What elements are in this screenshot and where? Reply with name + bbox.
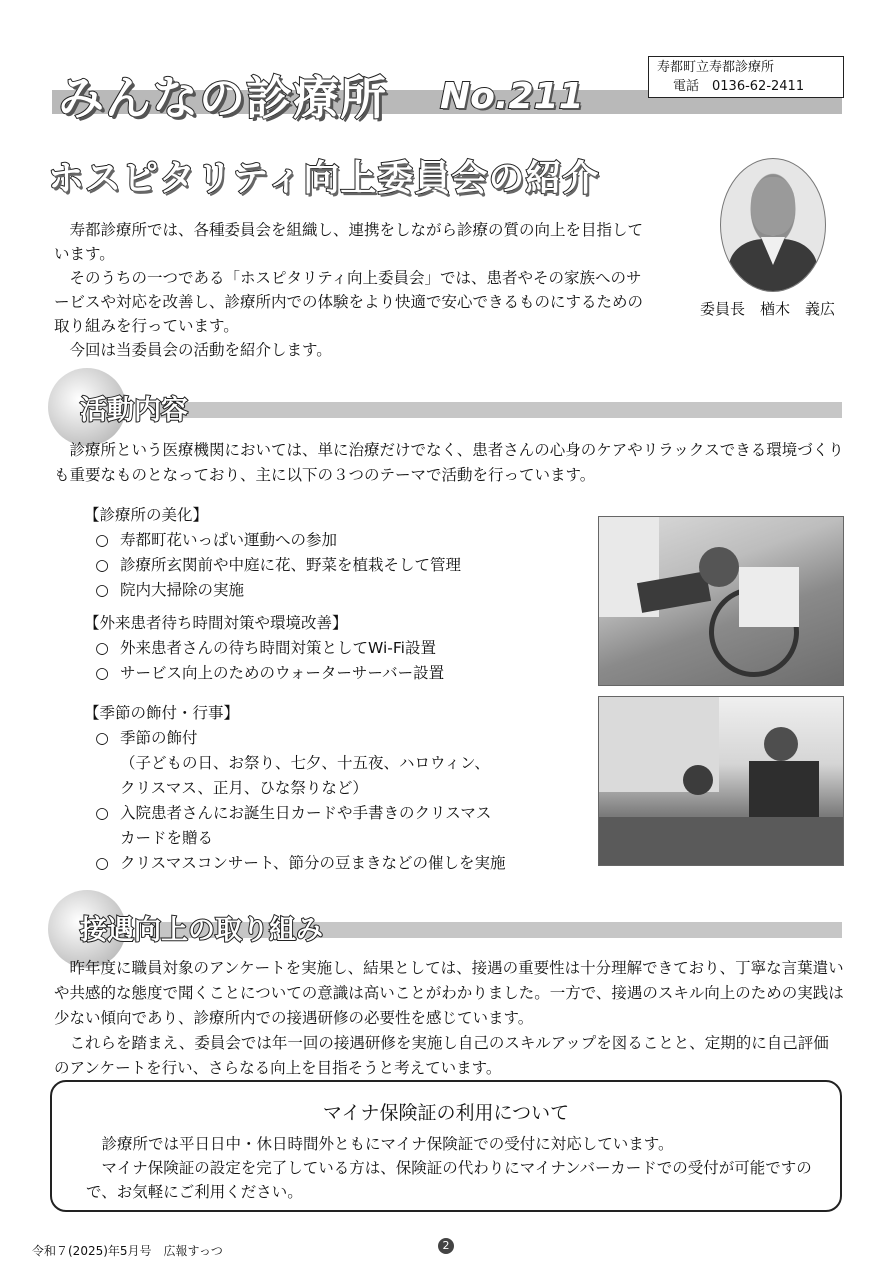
list-item	[84, 553, 584, 578]
bullet-circle: ○	[95, 854, 109, 872]
intro-text	[54, 218, 654, 362]
footer-issue-text: 令和７(2025)年5月号 広報すっつ	[32, 1244, 223, 1258]
list-item-text: 外来患者さんの待ち時間対策としてWi-Fi設置	[120, 639, 436, 657]
activity-group-seasonal	[84, 700, 584, 876]
photo-performer-head-shape	[764, 727, 798, 761]
notice-box	[50, 1080, 842, 1212]
christmas-event-photo	[598, 696, 844, 866]
activities-intro	[54, 438, 844, 488]
bullet-circle: ○	[95, 581, 109, 599]
list-item	[84, 801, 584, 851]
list-item-text: クリスマスコンサート、節分の豆まきなどの催しを実施	[120, 854, 506, 872]
activity-group-beautification	[84, 502, 584, 603]
hospitality-text	[54, 956, 844, 1081]
publisher-name: 寿都町立寿都診療所	[657, 60, 775, 75]
list-item	[84, 726, 584, 801]
intro-paragraph: そのうちの一つである「ホスピタリティ向上委員会」では、患者やその家族へのサービスや対応を改善し、診療所内での体験をより快適で安心できるものにするための取り組みを行っています。	[54, 269, 644, 335]
bullet-circle: ○	[95, 556, 109, 574]
hospitality-paragraph: 昨年度に職員対象のアンケートを実施し、結果としては、接遇の重要性は十分理解できており、丁寧な言葉遣いや共感的な態度で聞くことについての意識は高いことがわかりました。一方で、接遇のスキル向上のための実践は少ない傾向であり、診療所内での接遇研修の必要性を感じています。	[54, 959, 844, 1027]
article-title: ホスピタリティ向上委員会の紹介	[48, 158, 600, 199]
series-title: みんなの診療所	[58, 71, 387, 125]
hospitality-paragraph: これらを踏まえ、委員会では年一回の接遇研修を実施し自己のスキルアップを図ることと、定期的に自己評価のアンケートを行い、さらなる向上を目指そうと考えています。	[54, 1034, 829, 1077]
list-item	[84, 636, 584, 661]
list-item-text: 診療所玄関前や中庭に花、野菜を植栽そして管理	[120, 556, 462, 574]
notice-paragraph: 診療所では平日日中・休日時間外ともにマイナ保険証での受付に対応しています。	[101, 1135, 674, 1153]
section-heading-bar	[150, 402, 842, 418]
notice-body	[86, 1132, 826, 1204]
list-item-text: 季節の飾付 （子どもの日、お祭り、七夕、十五夜、ハロウィン、 クリスマス、正月、ひな祭りなど）	[120, 729, 490, 797]
notice-paragraph: マイナ保険証の設定を完了している方は、保険証の代わりにマイナンバーカードでの受付が可能ですので、お気軽にご利用ください。	[86, 1159, 812, 1201]
contact-box	[648, 56, 844, 98]
bullet-circle: ○	[95, 531, 109, 549]
photo-person-shape	[683, 765, 713, 795]
photo-person-head-shape	[699, 547, 739, 587]
section-heading-activities: 活動内容	[80, 395, 188, 426]
page-number: 2	[438, 1238, 454, 1254]
portrait-head-shape	[751, 177, 795, 235]
photo-floor-shape	[599, 817, 843, 865]
chair-portrait-photo	[720, 158, 826, 292]
list-item	[84, 528, 584, 553]
list-item-text: 院内大掃除の実施	[120, 581, 245, 599]
list-item	[84, 661, 584, 686]
group-title: 【外来患者待ち時間対策や環境改善】	[84, 614, 348, 632]
gardening-photo	[598, 516, 844, 686]
bullet-circle: ○	[95, 664, 109, 682]
notice-title: マイナ保険証の利用について	[322, 1102, 570, 1124]
list-item	[84, 578, 584, 603]
photo-person-body-shape	[739, 567, 799, 627]
activities-paragraph: 診療所という医療機関においては、単に治療だけでなく、患者さんの心身のケアやリラックスできる環境づくりも重要なものとなっており、主に以下の３つのテーマで活動を行っています。	[54, 441, 844, 484]
phone-number: 電話 0136-62-2411	[673, 79, 805, 94]
list-item-text: サービス向上のためのウォーターサーバー設置	[120, 664, 445, 682]
bullet-circle: ○	[95, 729, 109, 747]
list-item-text: 寿都町花いっぱい運動への参加	[120, 531, 338, 549]
chair-caption: 委員長 楢木 義広	[700, 300, 836, 318]
group-title: 【診療所の美化】	[84, 506, 209, 524]
bullet-circle: ○	[95, 639, 109, 657]
activity-group-outpatient	[84, 610, 584, 686]
list-item-text: 入院患者さんにお誕生日カードや手書きのクリスマス カードを贈る	[120, 804, 492, 847]
issue-number: No.211	[440, 76, 584, 117]
group-title: 【季節の飾付・行事】	[84, 704, 240, 722]
list-item	[84, 851, 584, 876]
bullet-circle: ○	[95, 804, 109, 822]
section-heading-hospitality: 接遇向上の取り組み	[80, 915, 323, 946]
intro-paragraph: 寿都診療所では、各種委員会を組織し、連携をしながら診療の質の向上を目指しています。	[54, 221, 644, 263]
intro-paragraph: 今回は当委員会の活動を紹介します。	[69, 341, 332, 359]
